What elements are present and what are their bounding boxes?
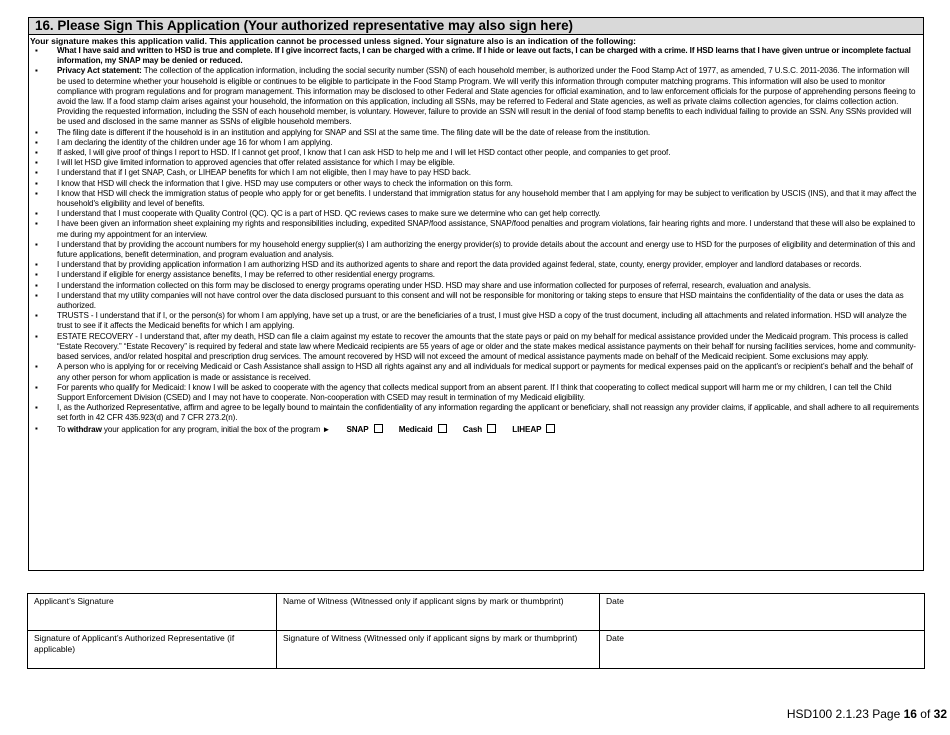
- withdraw-row: ▪ To withdraw your application for any program, initial the box of the program ► SNAP Medicaid Cash LIHEAP: [29, 424, 923, 435]
- section-title: 16. Please Sign This Application (Your authorized representative may also sign here): [29, 18, 923, 35]
- cash-checkbox[interactable]: [487, 424, 496, 433]
- statement-item: ▪ The filing date is different if the household is in an institution and applying for SNAP and SSI at the same time. The filing date will be the date of release from the institution.: [29, 128, 923, 138]
- statement-item: ▪ I understand that by providing application information I am authorizing HSD and its authorized agents to share and report the data provided against federal, state, county, energy provider, employer and landlord databases or records.: [29, 260, 923, 270]
- section-intro: Your signature makes this application valid. This application cannot be processed unless signed. Your signature also is an indication of the following:: [30, 36, 636, 46]
- signature-table: [27, 593, 925, 669]
- statement-item: ▪ I understand the information collected on this form may be disclosed to energy programs operating under HSD. HSD may share and use information collected for purposes of referral, research, evaluation and analysis.: [29, 281, 923, 291]
- page-total: 32: [933, 707, 947, 721]
- statement-item: ▪ A person who is applying for or receiving Medicaid or Cash Assistance shall assign to HSD all rights against any and all individuals for medical support or payments for medical expenses paid on the applicant’s or recipient’s behalf and the behalf of any other person for whom application is made or assistance is received.: [29, 362, 923, 382]
- date-field[interactable]: Date: [600, 594, 925, 631]
- signature-section: [28, 17, 924, 571]
- statement-item: ▪ I know that HSD will check the information that I give. HSD may use computers or other ways to check the information on this form.: [29, 179, 923, 189]
- witness-name-field[interactable]: Name of Witness (Witnessed only if applicant signs by mark or thumbprint): [277, 594, 600, 631]
- statement-item: ▪ ESTATE RECOVERY - I understand that, after my death, HSD can file a claim against my estate to recover the amounts that the state pays or paid on my behalf for medical assistance provided under the Medicaid program. This process is called “Estate Recovery.” “Estate Recovery” is required by federal and state law where Medicaid recipients are 55 years of age or older and the state makes medical assistance payments on their behalf for nursing facilities services, home and community-based services, and/or related hospital and prescription drug services. The amount recovered by HSD will not exceed the amount of medical assistance payments made on behalf of the Medicaid recipient. Some exclusions may apply.: [29, 332, 923, 363]
- witness-signature-field[interactable]: Signature of Witness (Witnessed only if applicant signs by mark or thumbprint): [277, 631, 600, 669]
- statement-item: ▪ I, as the Authorized Representative, affirm and agree to be legally bound to maintain the confidentiality of any information regarding the applicant or beneficiary, shall not reassign any provider claims, if applicable, and shall adhere to all requirements set forth in 42 CFR 435.923(d) and 7 CFR 273.2(n).: [29, 403, 923, 423]
- statement-item: ▪ I understand if eligible for energy assistance benefits, I may be referred to other residential energy programs.: [29, 270, 923, 280]
- date-field[interactable]: Date: [600, 631, 925, 669]
- liheap-option-label: LIHEAP: [512, 424, 542, 434]
- statement-item: ▪ I will let HSD give limited information to approved agencies that offer related assistance for which I may be eligible.: [29, 158, 923, 168]
- statement-item: ▪ I have been given an information sheet explaining my rights and responsibilities including, expedited SNAP/food assistance, SNAP/food penalties and program violations, fair hearing rights and more. I understand that these will also be explained to me during my appointment for an interview.: [29, 219, 923, 239]
- statement-item: ▪ I understand that my utility companies will not have control over the data disclosed pursuant to this consent and will not be responsible for monitoring or taking steps to ensure that HSD maintains the confidentiality of the data or uses the data as authorized.: [29, 291, 923, 311]
- snap-option-label: SNAP: [346, 424, 369, 434]
- statement-item: ▪ If asked, I will give proof of things I report to HSD. If I cannot get proof, I know that I can ask HSD to help me and I will let HSD contact other people, and companies to get proof.: [29, 148, 923, 158]
- medicaid-checkbox[interactable]: [438, 424, 447, 433]
- statement-item: ▪ I understand that I must cooperate with Quality Control (QC). QC is a part of HSD. QC reviews cases to make sure we determine who can get help correctly.: [29, 209, 923, 219]
- statement-item: ▪ I am declaring the identity of the children under age 16 for whom I am applying.: [29, 138, 923, 148]
- statement-item: ▪ TRUSTS - I understand that if I, or the person(s) for whom I am applying, have set up a trust, or are the beneficiaries of a trust, I must give HSD a copy of the trust document, including all attachments and related information. HSD will analyze the trust to see if it affects the Medicaid benefits for which I am applying.: [29, 311, 923, 331]
- arrow-icon: ►: [322, 424, 331, 434]
- statement-item: ▪ What I have said and written to HSD is true and complete. If I give incorrect facts, I can be charged with a crime. If I hide or leave out facts, I can be charged with a crime. If HSD learns that I have given untrue or incomplete factual information, my SNAP may be denied or reduced.: [29, 46, 923, 66]
- medicaid-option-label: Medicaid: [398, 424, 433, 434]
- statement-item: ▪ For parents who qualify for Medicaid: I know I will be asked to cooperate with the agency that collects medical support from an absent parent. If I think that cooperating to collect medical support will harm me or my children, I can tell the Child Support Enforcement Division (CSED) and I may not have to cooperate. Non-cooperation with CSED may result in termination of my Medicaid eligibility.: [29, 383, 923, 403]
- representative-signature-field[interactable]: Signature of Applicant’s Authorized Representative (if applicable): [28, 631, 277, 669]
- statement-item: ▪ I understand that by providing the account numbers for my household energy supplier(s) I am authorizing the energy provider(s) to provide details about the account and energy use to HSD for the purposes of eligibility and determination of this and future applications, benefit determination, and program evaluation and analysis.: [29, 240, 923, 260]
- page-number: 16: [903, 707, 917, 721]
- liheap-checkbox[interactable]: [546, 424, 555, 433]
- page-footer: HSD100 2.1.23 Page 16 of 32: [786, 707, 947, 721]
- statement-item: ▪ I know that HSD will check the immigration status of people who apply for or get benefits. I understand that immigration status for any household member that I am applying for may be subject to verification by USCIS (INS), and that it may affect the household's eligibility and level of benefits.: [29, 189, 923, 209]
- statement-item: ▪ I understand that if I get SNAP, Cash, or LIHEAP benefits for which I am not eligible, then I may have to pay HSD back.: [29, 168, 923, 178]
- cash-option-label: Cash: [462, 424, 483, 434]
- applicant-signature-field[interactable]: Applicant’s Signature: [28, 594, 277, 631]
- statement-item: ▪ Privacy Act statement: The collection of the application information, including the social security number (SSN) of each household member, is authorized under the Food Stamp Act of 1977, as amended, 7 U.S.C. 2011-2036. The information will be used to determine whether your household is eligible or continues to be eligible to participate in the Food Stamp Program. We will verify this information through computer matching programs. This information will also be used to monitor compliance with program regulations and for program management. This information may be disclosed to other Federal and State agencies for official examination, and to law enforcement officials for the purpose of apprehending persons fleeing to avoid the law. If a food stamp claim arises against your household, the information on this application, including all SSNs, may be referred to Federal and State agencies, as well as private claims collection agencies, for claims collection action. Providing the requested information, including the SSN of each household member, is voluntary. However, failure to provide an SSN will result in the denial of food stamp benefits to each individual failing to provide an SSN. Any SSNs provided will be used and disclosed in the same manner as SSNs of eligible household members.: [29, 66, 923, 127]
- statement-list: [29, 46, 923, 435]
- snap-checkbox[interactable]: [374, 424, 383, 433]
